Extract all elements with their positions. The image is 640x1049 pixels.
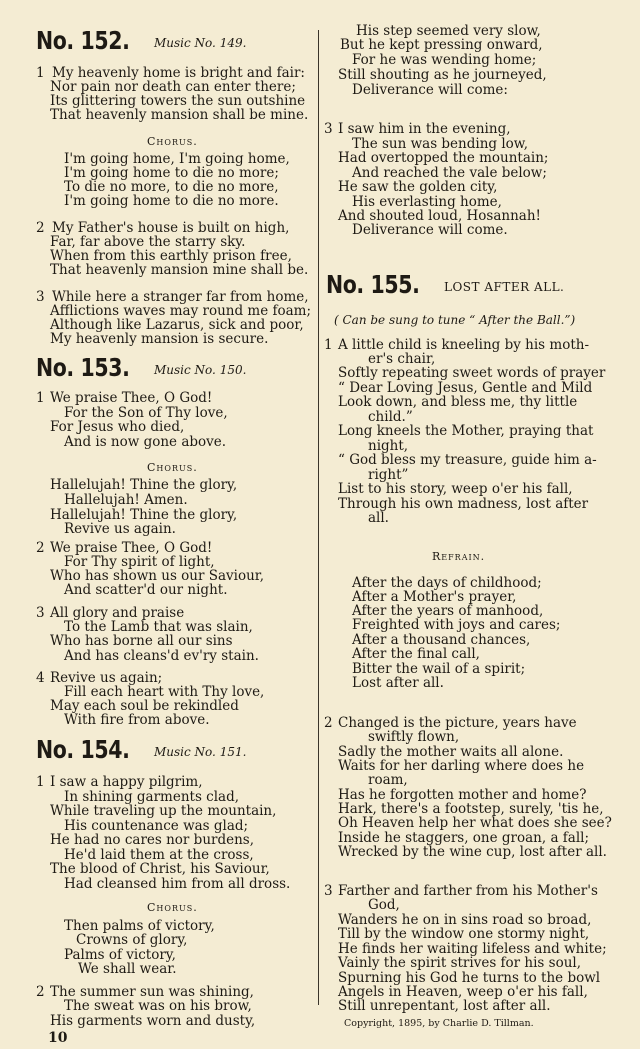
refrain-line: Bitter the wail of a spirit; [352,661,526,677]
verse-line: Oh Heaven help her what does she see? [338,815,612,831]
verse-line: And is now gone above. [64,434,227,450]
verse-line: Long kneels the Mother, praying that [338,423,594,439]
chorus-label: Chorus. [147,461,198,474]
verse-line: Spurning his God he turns to the bowl [338,970,601,986]
verse-line: That heavenly mansion shall be mine. [50,107,309,123]
verse-line: With fire from above. [64,712,210,728]
chorus-line: Then palms of victory, [64,918,215,934]
verse-line: The blood of Christ, his Saviour, [50,861,270,877]
refrain-label: Refrain. [432,550,486,563]
verse-line: Afflictions waves may round me foam; [50,303,312,319]
column-divider [318,30,319,1005]
hymn-154-header [36,735,247,764]
hymn-title: LOST AFTER ALL. [444,280,565,294]
hymn-153-header [36,353,247,382]
verse-number: 3 [324,883,333,899]
verse-number: 1 [36,390,45,406]
refrain-line: After a thousand chances, [352,632,531,648]
verse-line: The summer sun was shining, [50,984,254,1000]
verse-line: For Thy spirit of light, [64,554,215,570]
verse-line: Changed is the picture, years have [338,715,577,731]
verse-line: May each soul be rekindled [50,698,239,714]
verse-number: 3 [324,121,333,137]
verse-line: Sadly the mother waits all alone. [338,744,564,760]
verse-number: 3 [36,605,45,621]
verse-line: My Father's house is built on high, [52,220,290,236]
verse-line: The sweat was on his brow, [64,998,252,1014]
verse-line: Had cleansed him from all dross. [64,876,291,892]
verse-line: Wrecked by the wine cup, lost after all. [338,844,607,860]
verse-line: And reached the vale below; [352,165,547,181]
verse-number: 3 [36,289,45,305]
verse-line: Still unrepentant, lost after all. [338,998,551,1014]
tune-note [334,313,575,327]
refrain-line: After a Mother's prayer, [352,589,517,605]
chorus-label: Chorus. [147,901,198,914]
verse-line: I saw him in the evening, [338,121,511,137]
verse-line: er's chair, [368,351,436,367]
verse-line: child.” [368,409,413,425]
verse-line: Hark, there's a footstep, surely, 'tis he, [338,801,604,817]
tune-name: “ After the Ball.”) [469,313,576,327]
chorus-line: Hallelujah! Amen. [64,492,188,508]
verse-line: When from this earthly prison free, [50,248,292,264]
verse-number: 1 [36,65,45,81]
verse-line: Look down, and bless me, thy little [338,394,578,410]
verse-number: 2 [36,540,45,556]
verse-line: He had no cares nor burdens, [50,832,255,848]
verse-line: My heavenly home is bright and fair: [52,65,305,81]
verse-line: “ Dear Loving Jesus, Gentle and Mild [338,380,593,396]
verse-line: Who has borne all our sins [50,633,233,649]
verse-line: His everlasting home, [352,194,502,210]
verse-number: 4 [36,670,45,686]
refrain-line: Freighted with joys and cares; [352,617,561,633]
verse-line: all. [368,510,389,526]
verse-line: Farther and farther from his Mother's [338,883,598,899]
music-reference: Music No. 149. [154,36,247,50]
music-reference: Music No. 150. [154,363,247,377]
verse-line: night, [368,438,409,454]
verse-line: His garments worn and dusty, [50,1013,256,1029]
verse-line: Inside he staggers, one groan, a fall; [338,830,590,846]
verse-line: His step seemed very slow, [356,23,541,39]
verse-line: Angels in Heaven, weep o'er his fall, [338,984,588,1000]
verse-line: Fill each heart with Thy love, [64,684,265,700]
verse-line: While here a stranger far from home, [52,289,309,305]
chorus-line: Hallelujah! Thine the glory, [50,477,238,493]
verse-number: 2 [36,220,45,236]
verse-line: All glory and praise [50,605,185,621]
verse-line: Who has shown us our Saviour, [50,568,265,584]
verse-line: We praise Thee, O God! [50,390,213,406]
copyright-notice: Copyright, 1895, by Charlie D. Tillman. [344,1018,534,1029]
verse-line: And has cleans'd ev'ry stain. [64,648,259,664]
verse-number: 2 [36,984,45,1000]
verse-line: And shouted loud, Hosannah! [338,208,541,224]
hymn-number: No. 152. [36,26,130,55]
chorus-line: We shall wear. [78,961,177,977]
verse-line: Had overtopped the mountain; [338,150,549,166]
tune-prefix: ( Can be sung to tune [334,313,466,327]
verse-line: That heavenly mansion mine shall be. [50,262,309,278]
hymn-number: No. 155. [326,270,420,299]
page-number: 10 [48,1030,68,1046]
verse-line: A little child is kneeling by his moth- [338,337,590,353]
chorus-label: Chorus. [147,135,198,148]
hymn-number: No. 154. [36,735,130,764]
verse-number: 2 [324,715,333,731]
verse-line: Waits for her darling where does he [338,758,585,774]
chorus-line: Revive us again. [64,521,176,537]
verse-line: He'd laid them at the cross, [64,847,254,863]
verse-line: My heavenly mansion is secure. [50,331,269,347]
refrain-line: Lost after all. [352,675,444,691]
chorus-line: To die no more, to die no more, [64,179,279,195]
verse-line: In shining garments clad, [64,789,240,805]
chorus-line: Hallelujah! Thine the glory, [50,507,238,523]
verse-line: I saw a happy pilgrim, [50,774,203,790]
verse-line: Revive us again; [50,670,163,686]
verse-line: For he was wending home; [352,52,537,68]
refrain-line: After the years of manhood, [352,603,544,619]
verse-line: Nor pain nor death can enter there; [50,79,296,95]
verse-line: roam, [368,772,408,788]
verse-line: right” [368,467,409,483]
verse-line: Wanders he on in sins road so broad, [338,912,592,928]
hymn-155-header [326,270,565,299]
verse-line: And scatter'd our night. [64,582,228,598]
music-reference: Music No. 151. [154,745,247,759]
chorus-line: Crowns of glory, [76,932,188,948]
verse-line: For Jesus who died, [50,419,185,435]
hymn-152-header [36,26,247,55]
verse-line: “ God bless my treasure, guide him a- [338,452,597,468]
verse-number: 1 [36,774,45,790]
verse-line: He saw the golden city, [338,179,498,195]
chorus-line: I'm going home to die no more; [64,165,279,181]
hymn-number: No. 153. [36,353,130,382]
verse-line: For the Son of Thy love, [64,405,228,421]
verse-line: We praise Thee, O God! [50,540,213,556]
verse-line: Through his own madness, lost after [338,496,589,512]
verse-line: The sun was bending low, [352,136,529,152]
verse-line: Deliverance will come. [352,222,508,238]
chorus-line: Palms of victory, [64,947,176,963]
refrain-line: After the final call, [352,646,480,662]
verse-line: Softly repeating sweet words of prayer [338,365,606,381]
verse-line: His countenance was glad; [64,818,249,834]
verse-line: Its glittering towers the sun outshine [50,93,306,109]
chorus-line: I'm going home, I'm going home, [64,151,290,167]
verse-line: Although like Lazarus, sick and poor, [50,317,304,333]
verse-line: While traveling up the mountain, [50,803,277,819]
verse-line: But he kept pressing onward, [340,37,543,53]
verse-line: Still shouting as he journeyed, [338,67,547,83]
verse-line: Far, far above the starry sky. [50,234,246,250]
chorus-line: I'm going home to die no more. [64,193,279,209]
verse-line: To the Lamb that was slain, [64,619,253,635]
verse-line: List to his story, weep o'er his fall, [338,481,573,497]
verse-line: Deliverance will come: [352,82,508,98]
verse-line: He finds her waiting lifeless and white; [338,941,607,957]
verse-line: Till by the window one stormy night, [338,926,590,942]
refrain-line: After the days of childhood; [352,575,542,591]
verse-line: God, [368,897,400,913]
verse-line: Has he forgotten mother and home? [338,787,587,803]
verse-number: 1 [324,337,333,353]
verse-line: swiftly flown, [368,729,460,745]
verse-line: Vainly the spirit strives for his soul, [338,955,581,971]
